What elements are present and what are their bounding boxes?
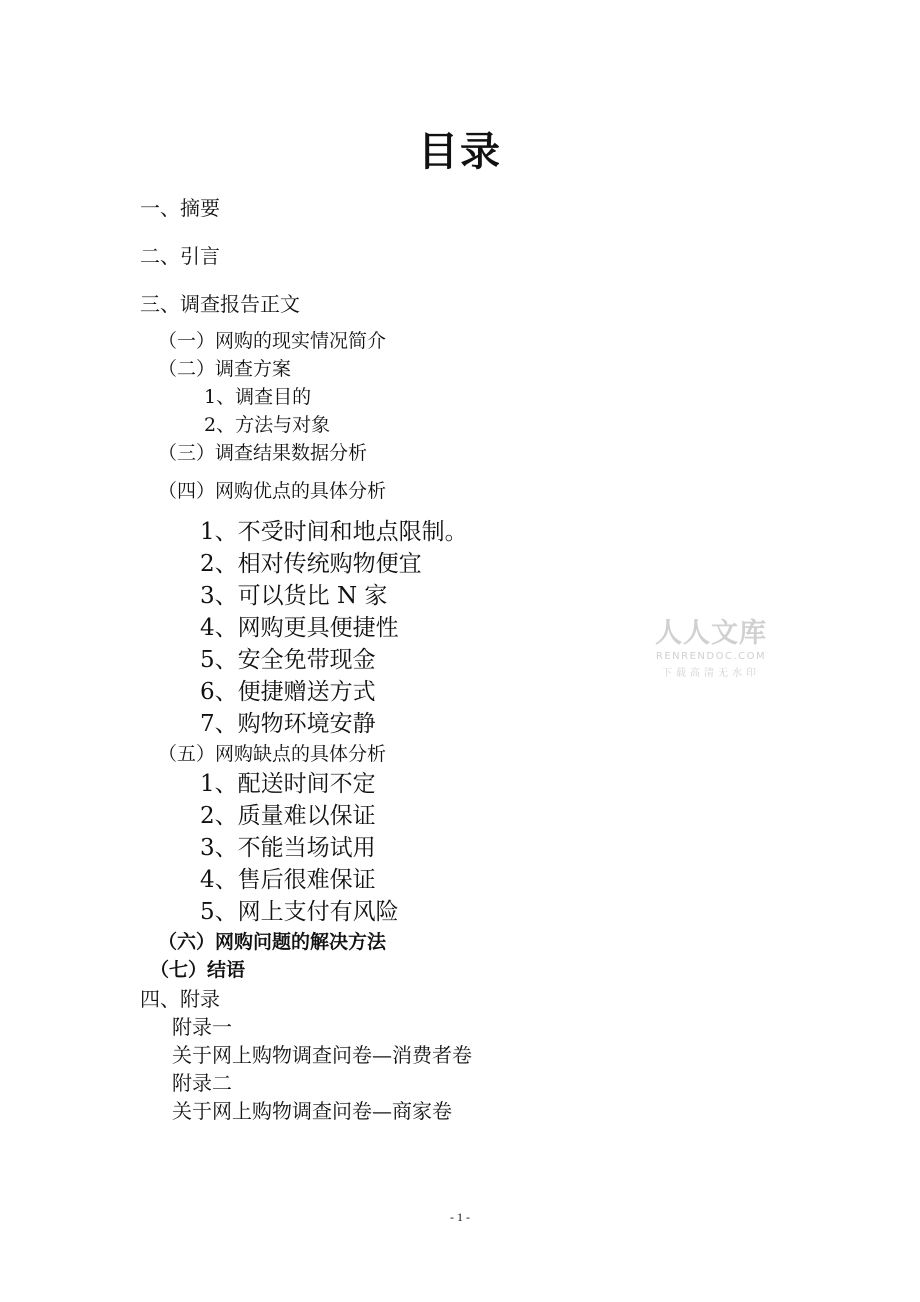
toc-report-body: 三、调查报告正文	[140, 292, 300, 316]
toc-item-method-target: 2、方法与对象	[204, 414, 331, 436]
toc-disadvantage-4: 4、售后很难保证	[200, 867, 376, 893]
toc-appendix: 四、附录	[140, 987, 220, 1011]
toc-section-1: （一）网购的现实情况简介	[158, 330, 387, 352]
toc-item-survey-purpose: 1、调查目的	[204, 386, 312, 408]
page-number: - 1 -	[450, 1210, 470, 1224]
toc-section-7: （七）结语	[150, 959, 246, 981]
watermark	[646, 620, 776, 679]
toc-advantage-4: 4、网购更具便捷性	[200, 615, 399, 641]
toc-section-5: （五）网购缺点的具体分析	[158, 743, 387, 765]
toc-advantage-2: 2、相对传统购物便宜	[200, 551, 422, 577]
toc-appendix-1: 附录一	[172, 1015, 232, 1039]
toc-section-6: （六）网购问题的解决方法	[158, 931, 387, 953]
toc-advantage-6: 6、便捷赠送方式	[200, 679, 376, 705]
toc-advantage-7: 7、购物环境安静	[200, 711, 376, 737]
toc-advantage-1: 1、不受时间和地点限制。	[200, 519, 468, 545]
watermark-brand: 人人文库	[655, 618, 767, 649]
toc-section-3: （三）调查结果数据分析	[158, 442, 368, 464]
toc-abstract: 一、摘要	[140, 196, 220, 220]
toc-appendix-1-title: 关于网上购物调查问卷—消费者卷	[172, 1043, 472, 1067]
toc-advantage-5: 5、安全免带现金	[200, 647, 376, 673]
toc-disadvantage-2: 2、质量难以保证	[200, 803, 376, 829]
toc-appendix-2-title: 关于网上购物调查问卷—商家卷	[172, 1099, 452, 1123]
toc-section-2: （二）调查方案	[158, 358, 292, 380]
toc-appendix-2: 附录二	[172, 1071, 232, 1095]
toc-introduction: 二、引言	[140, 244, 220, 268]
toc-disadvantage-5: 5、网上支付有风险	[200, 899, 399, 925]
toc-section-4: （四）网购优点的具体分析	[158, 480, 387, 502]
document-title: 目录	[418, 129, 502, 175]
watermark-url: RENRENDOC.COM	[655, 651, 767, 662]
watermark-tagline: 下载高清无水印	[662, 668, 760, 679]
toc-disadvantage-3: 3、不能当场试用	[200, 835, 376, 861]
toc-disadvantage-1: 1、配送时间不定	[200, 771, 376, 797]
toc-advantage-3: 3、可以货比 N 家	[200, 583, 388, 609]
